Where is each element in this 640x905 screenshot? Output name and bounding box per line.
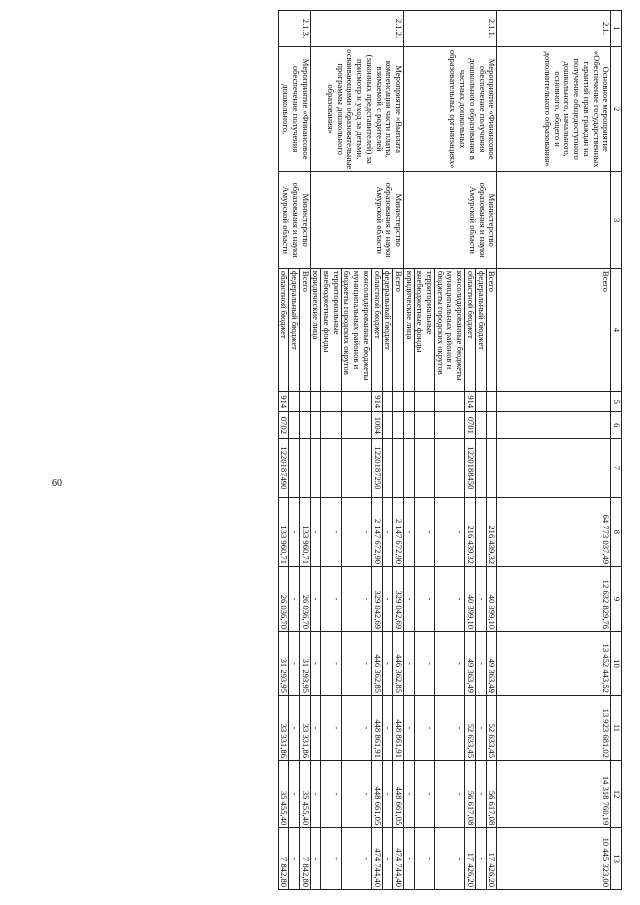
amount-year-3: 33 331,86 — [299, 695, 310, 760]
col-header-13: 13 — [611, 828, 622, 890]
col-header-12: 12 — [611, 760, 622, 827]
amount-year-2: 13 452 443,52 — [497, 632, 611, 696]
amount-year-5: 7 842,80 — [299, 828, 310, 890]
target-article — [289, 439, 300, 497]
funding-source: федеральный бюджет — [382, 268, 393, 391]
amount-year-2: 49 363,49 — [486, 632, 497, 696]
table-row — [497, 11, 611, 890]
target-article: 1220188450 — [465, 439, 476, 497]
target-article — [435, 439, 465, 497]
grbs-code — [414, 392, 434, 412]
section-code: 0701 — [465, 412, 476, 439]
col-header-5: 5 — [611, 392, 622, 412]
amount-year-1: 26 036,70 — [299, 567, 310, 632]
executor: Министерство образования и науки Амурской области — [278, 172, 310, 268]
amount-total: 216 439,32 — [465, 497, 476, 567]
header-row — [611, 11, 622, 890]
budget-table — [278, 10, 622, 890]
grbs-code — [475, 392, 486, 412]
amount-year-5: 10 445 323,00 — [497, 828, 611, 890]
target-article — [382, 439, 393, 497]
amount-total: - — [321, 497, 341, 567]
amount-year-3: - — [289, 695, 300, 760]
target-article: 1220187490 — [278, 439, 289, 497]
amount-year-1: - — [435, 567, 465, 632]
amount-year-2: - — [403, 632, 414, 696]
amount-year-3: 448 861,91 — [371, 695, 382, 760]
row-number: 2.1. — [497, 11, 611, 47]
section-code — [341, 412, 371, 439]
section-code — [497, 412, 611, 439]
amount-year-1: - — [475, 567, 486, 632]
section-code — [289, 412, 300, 439]
funding-source: Всего — [486, 268, 497, 391]
section-code — [321, 412, 341, 439]
amount-year-3: 52 633,45 — [486, 695, 497, 760]
target-article — [475, 439, 486, 497]
activity-name: Мероприятие «Финансовое обеспечение получения дошкольного, — [278, 46, 310, 172]
amount-total: 216 439,32 — [486, 497, 497, 567]
activity-name: Мероприятие «Выплата компенсации части платы, взимаемой с родителей (законных представителей) за присмотр и уход за детьми, осваивающими образовательные программы дошкольного образования» — [310, 46, 403, 172]
amount-year-1: - — [403, 567, 414, 632]
funding-source: консолидированные бюджеты муниципальных районов и бюджеты городских округов — [435, 268, 465, 391]
amount-year-5: - — [310, 828, 321, 890]
amount-year-5: - — [475, 828, 486, 890]
amount-year-2: 446 362,85 — [371, 632, 382, 696]
section-code — [403, 412, 414, 439]
funding-source: Всего — [497, 268, 611, 391]
grbs-code — [289, 392, 300, 412]
section-code — [299, 412, 310, 439]
funding-source: Всего — [299, 268, 310, 391]
amount-total: - — [310, 497, 321, 567]
amount-year-1: 26 036,70 — [278, 567, 289, 632]
funding-source: территориальные внебюджетные фонды — [414, 268, 434, 391]
funding-source: федеральный бюджет — [289, 268, 300, 391]
amount-year-5: - — [321, 828, 341, 890]
target-article — [403, 439, 414, 497]
amount-year-3: - — [382, 695, 393, 760]
amount-year-4: - — [403, 760, 414, 827]
col-header-2: 2 — [611, 46, 622, 172]
col-header-8: 8 — [611, 497, 622, 567]
amount-year-5: 7 842,80 — [278, 828, 289, 890]
amount-total: - — [341, 497, 371, 567]
amount-year-4: 448 661,05 — [393, 760, 404, 827]
amount-year-1: 40 399,10 — [486, 567, 497, 632]
amount-year-1: 12 632 829,76 — [497, 567, 611, 632]
target-article — [486, 439, 497, 497]
col-header-7: 7 — [611, 439, 622, 497]
amount-year-1: 329 042,69 — [371, 567, 382, 632]
funding-source: юридические лица — [310, 268, 321, 391]
amount-year-3: - — [403, 695, 414, 760]
amount-year-5: - — [382, 828, 393, 890]
table-row — [486, 11, 497, 890]
amount-total: 2 147 672,90 — [371, 497, 382, 567]
grbs-code — [310, 392, 321, 412]
table-row — [393, 11, 404, 890]
target-article — [393, 439, 404, 497]
amount-year-4: - — [310, 760, 321, 827]
amount-year-5: 17 426,20 — [486, 828, 497, 890]
target-article — [414, 439, 434, 497]
amount-year-2: - — [382, 632, 393, 696]
amount-year-3: 33 331,86 — [278, 695, 289, 760]
amount-year-3: - — [414, 695, 434, 760]
target-article: 1220187250 — [371, 439, 382, 497]
row-number: 2.1.2. — [310, 11, 403, 47]
amount-year-2: - — [414, 632, 434, 696]
executor: Министерство образования и науки Амурской области — [310, 172, 403, 268]
section-code — [310, 412, 321, 439]
page-number: 60 — [52, 478, 62, 489]
amount-year-2: - — [341, 632, 371, 696]
amount-year-1: - — [382, 567, 393, 632]
amount-year-4: - — [321, 760, 341, 827]
grbs-code — [393, 392, 404, 412]
amount-year-4: 14 318 760,19 — [497, 760, 611, 827]
rotated-page — [67, 10, 622, 890]
amount-year-1: - — [321, 567, 341, 632]
grbs-code — [341, 392, 371, 412]
amount-year-1: - — [289, 567, 300, 632]
section-code — [382, 412, 393, 439]
amount-year-1: - — [341, 567, 371, 632]
amount-year-5: - — [414, 828, 434, 890]
amount-total: - — [435, 497, 465, 567]
amount-year-3: 448 861,91 — [393, 695, 404, 760]
amount-year-3: - — [310, 695, 321, 760]
grbs-code: 914 — [465, 392, 476, 412]
grbs-code — [435, 392, 465, 412]
amount-total: 64 773 037,49 — [497, 497, 611, 567]
amount-year-1: - — [414, 567, 434, 632]
funding-source: консолидированные бюджеты муниципальных районов и бюджеты городских округов — [341, 268, 371, 391]
amount-year-5: 474 744,40 — [393, 828, 404, 890]
amount-year-4: - — [382, 760, 393, 827]
amount-year-2: 446 362,85 — [393, 632, 404, 696]
funding-source: юридические лица — [403, 268, 414, 391]
row-number: 2.1.3. — [278, 11, 310, 47]
col-header-11: 11 — [611, 695, 622, 760]
amount-total: - — [289, 497, 300, 567]
amount-year-1: - — [310, 567, 321, 632]
amount-year-2: - — [475, 632, 486, 696]
grbs-code: 914 — [278, 392, 289, 412]
amount-year-2: 31 293,95 — [278, 632, 289, 696]
funding-source: областной бюджет — [465, 268, 476, 391]
target-article — [299, 439, 310, 497]
amount-year-3: 13 923 681,02 — [497, 695, 611, 760]
funding-source: Всего — [393, 268, 404, 391]
amount-year-5: - — [289, 828, 300, 890]
col-header-1: 1 — [611, 11, 622, 47]
amount-year-4: - — [414, 760, 434, 827]
amount-year-2: - — [310, 632, 321, 696]
amount-year-5: 474 744,40 — [371, 828, 382, 890]
amount-year-3: - — [321, 695, 341, 760]
activity-name: Основное мероприятие «Обеспечение государственных гарантий прав граждан на получение общедоступного дошкольного, начального, основного, общего и дополнительного образования» — [497, 46, 611, 172]
row-number: 2.1.1. — [403, 11, 496, 47]
funding-source: областной бюджет — [371, 268, 382, 391]
activity-name: Мероприятие «Финансовое обеспечение получения дошкольного образования в частных дошкольных образовательных организациях» — [403, 46, 496, 172]
col-header-10: 10 — [611, 632, 622, 696]
col-header-4: 4 — [611, 268, 622, 391]
grbs-code — [382, 392, 393, 412]
executor: Министерство образования и науки Амурской области — [403, 172, 496, 268]
target-article — [341, 439, 371, 497]
section-code: 1004 — [371, 412, 382, 439]
amount-year-2: - — [289, 632, 300, 696]
funding-source: федеральный бюджет — [475, 268, 486, 391]
amount-year-2: 49 363,49 — [465, 632, 476, 696]
table-row — [299, 11, 310, 890]
amount-year-3: - — [435, 695, 465, 760]
section-code — [393, 412, 404, 439]
amount-year-4: - — [475, 760, 486, 827]
target-article — [497, 439, 611, 497]
amount-year-4: 56 617,08 — [486, 760, 497, 827]
amount-year-4: - — [289, 760, 300, 827]
amount-year-5: 17 426,20 — [465, 828, 476, 890]
section-code — [435, 412, 465, 439]
amount-year-4: 35 455,40 — [278, 760, 289, 827]
amount-total: 133 960,71 — [278, 497, 289, 567]
grbs-code — [403, 392, 414, 412]
amount-total: 2 147 672,90 — [393, 497, 404, 567]
amount-year-2: 31 293,95 — [299, 632, 310, 696]
amount-total: - — [403, 497, 414, 567]
amount-year-5: - — [403, 828, 414, 890]
funding-source: территориальные внебюджетные фонды — [321, 268, 341, 391]
amount-total: 133 960,71 — [299, 497, 310, 567]
section-code — [414, 412, 434, 439]
amount-total: - — [414, 497, 434, 567]
section-code: 0702 — [278, 412, 289, 439]
target-article — [321, 439, 341, 497]
amount-year-2: - — [435, 632, 465, 696]
amount-year-1: 40 399,10 — [465, 567, 476, 632]
section-code — [475, 412, 486, 439]
amount-total: - — [382, 497, 393, 567]
amount-year-5: - — [341, 828, 371, 890]
col-header-9: 9 — [611, 567, 622, 632]
executor — [497, 172, 611, 268]
col-header-3: 3 — [611, 172, 622, 268]
funding-source: областной бюджет — [278, 268, 289, 391]
amount-year-2: - — [321, 632, 341, 696]
amount-year-1: 329 042,69 — [393, 567, 404, 632]
amount-year-3: - — [341, 695, 371, 760]
target-article — [310, 439, 321, 497]
grbs-code — [486, 392, 497, 412]
amount-year-4: - — [435, 760, 465, 827]
amount-year-3: 52 633,45 — [465, 695, 476, 760]
amount-year-4: - — [341, 760, 371, 827]
grbs-code — [497, 392, 611, 412]
amount-year-4: 448 661,05 — [371, 760, 382, 827]
amount-total — [475, 497, 486, 567]
amount-year-4: 35 455,40 — [299, 760, 310, 827]
amount-year-4: 56 617,08 — [465, 760, 476, 827]
col-header-6: 6 — [611, 412, 622, 439]
amount-year-5: - — [435, 828, 465, 890]
grbs-code: 914 — [371, 392, 382, 412]
grbs-code — [321, 392, 341, 412]
grbs-code — [299, 392, 310, 412]
section-code — [486, 412, 497, 439]
amount-year-3: - — [475, 695, 486, 760]
